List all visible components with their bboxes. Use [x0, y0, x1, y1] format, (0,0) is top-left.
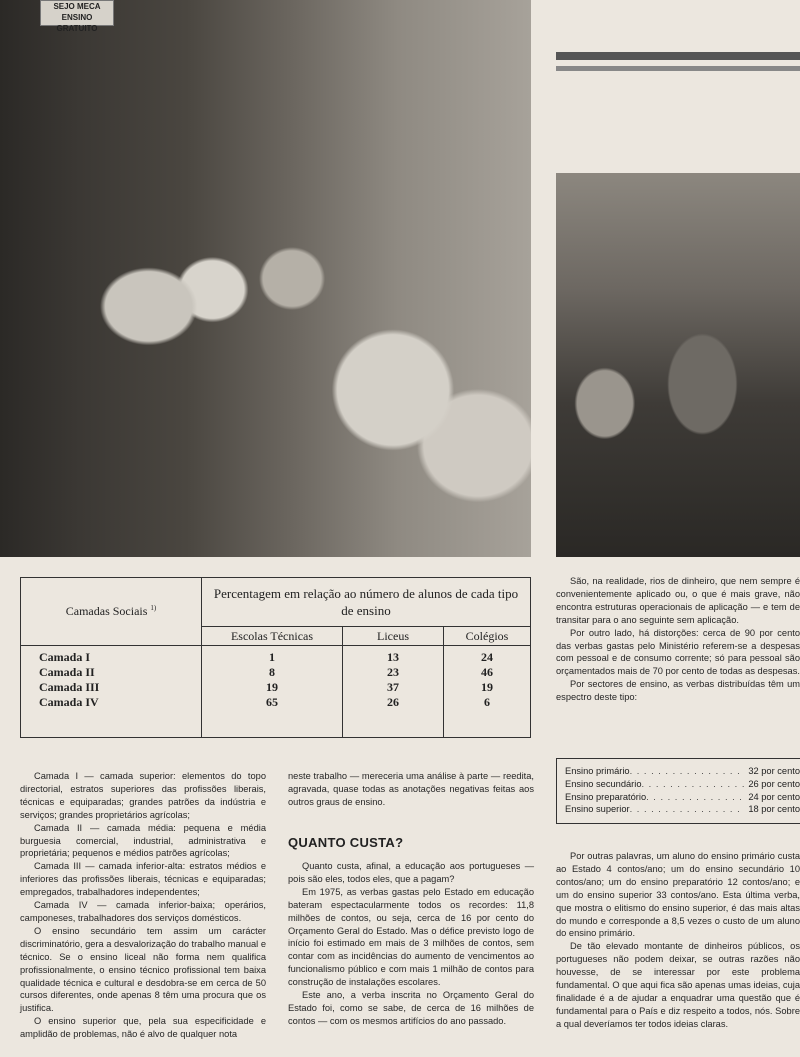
social-classes-table: [20, 577, 531, 738]
paragraph: Camada II — camada média: pequena e média burguesia comercial, industrial, administrativa e proprietária; pequenos e médios patrões agrícolas;: [20, 822, 266, 859]
paragraph: De tão elevado montante de dinheiros públicos, os portugueses não podem deixar, se outras razões não houvesse, de se interessar por este problema fundamental. O que aqui fica são apenas umas ideias, cuja finalidade é a de ajudar a enquadrar uma questão que é fundamental para o País e diz respeito a todos, nós. Sobre a qual deveríamos ter todos ideias claras.: [556, 941, 800, 1029]
column-2-text: [288, 860, 534, 1028]
row-header: Camadas Sociais $^{1)}$: [21, 578, 202, 646]
colegios-values: 24 46 19 6: [444, 646, 531, 738]
column-header: Liceus: [343, 627, 444, 646]
paragraph: neste trabalho — mereceria uma análise à parte — reedita, agravada, quase todas as anotações negativas feitas aos outros graus de ensino.: [288, 771, 534, 807]
paragraph: Camada III — camada inferior-alta: estratos médios e inferiores das profissões liberais, técnicas e equiparadas; empregados, trabalhadores independentes;: [20, 861, 266, 898]
decorative-bar: [556, 52, 800, 60]
tech-schools-values: 1 8 19 65: [202, 646, 343, 738]
column-header: Escolas Técnicas: [202, 627, 343, 646]
paragraph: São, na realidade, rios de dinheiro, que nem sempre é convenientemente aplicado ou, o que é mais grave, não encontra estruturas operacionais de aplicação — e tem de transitar para o ano seguinte sem aplicação.: [556, 576, 800, 625]
paragraph: O ensino secundário tem assim um carácter discriminatório, gera a desvalorização do trabalho manual e técnico. Se o ensino liceal não forma nem qualifica profissionalmente, o ensino técnico profissional tem baixa qualidade técnica e cultural e desdobra-se em cerca de 50 cursos diferentes, onde apenas 8 têm uma procura que os justifica.: [20, 925, 266, 1014]
decorative-bar-thin: [556, 66, 800, 71]
paragraph: Camada I — camada superior: elementos do topo directorial, estratos superiores das profissões liberais, técnicas e equiparadas; grandes patrões da indústria e serviços; grandes proprietários agrícolas;: [20, 771, 266, 820]
group-header: Percentagem em relação ao número de alunos de cada tipo de ensino: [202, 578, 531, 627]
sector-row: Ensino superior . . . 18 por cento: [565, 803, 800, 816]
column-2-top-text: [288, 770, 534, 809]
section-heading: QUANTO CUSTA?: [288, 835, 404, 850]
sector-row: Ensino secundário . . . 26 por cento: [565, 778, 800, 791]
row-labels: Camada I Camada II Camada III Camada IV: [21, 646, 202, 738]
column-3-bottom-text: [556, 850, 800, 1031]
sector-row: Ensino primário . . . 32 por cento: [565, 765, 800, 778]
children-photo: [0, 0, 531, 557]
liceus-values: 13 23 37 26: [343, 646, 444, 738]
paragraph: Camada IV — camada inferior-baixa; operários, camponeses, trabalhadores dos serviços domésticos.: [20, 900, 266, 923]
paragraph: Este ano, a verba inscrita no Orçamento Geral do Estado foi, como se sabe, de cerca de 16 milhões de contos — com os mesmos artifícios do ano passado.: [288, 990, 534, 1026]
paragraph: O ensino superior que, pela sua especificidade e amplidão de problemas, não é alvo de qualquer nota: [20, 1016, 266, 1040]
paragraph: Por sectores de ensino, as verbas distribuídas têm um espectro deste tipo:: [556, 679, 800, 703]
paragraph: Quanto custa, afinal, a educação aos portugueses — pois são eles, todos eles, que a pagam?: [288, 861, 534, 884]
paragraph: Por outras palavras, um aluno do ensino primário custa ao Estado 4 contos/ano; um do ensino secundário 10 contos/ano; um do ensino preparatório 12 contos/ano; e um do ensino superior 33 contos/ano. Esta última verba, que mostra o elitismo do ensino superior, é das mais altas do mundo e corresponde a 8,5 vezes o custo de um aluno do ensino primário.: [556, 851, 800, 939]
column-1-text: [20, 770, 266, 1041]
paragraph: Em 1975, as verbas gastas pelo Estado em educação bateram espectacularmente todos os recordes: 11,8 milhões de contos, ou seja, cerca de 16 por cento do Orçamento Geral do Estado. Mas o défice previsto logo de início foi estimado em mais de 3 milhões de contos, sem contar com as incidências do aumento de vencimentos ao funcionalismo público e com mais 1 milhão de contos para construção de instalações escolares.: [288, 886, 534, 988]
school-sign: SEJO MECA ENSINO GRATUITO: [40, 0, 114, 26]
children-working-photo: [556, 173, 800, 557]
sector-spending-box: [556, 758, 800, 824]
sector-row: Ensino preparatório . . . 24 por cento: [565, 791, 800, 804]
paragraph: Por outro lado, há distorções: cerca de 90 por cento das verbas gastas pelo Ministério referem-se a despesas com pessoal e de consumo corrente; só para pessoal são orçamentados mais de 70 por cento de todas as despesas.: [556, 627, 800, 677]
column-header: Colégios: [444, 627, 531, 646]
column-3-top-text: [556, 575, 800, 704]
